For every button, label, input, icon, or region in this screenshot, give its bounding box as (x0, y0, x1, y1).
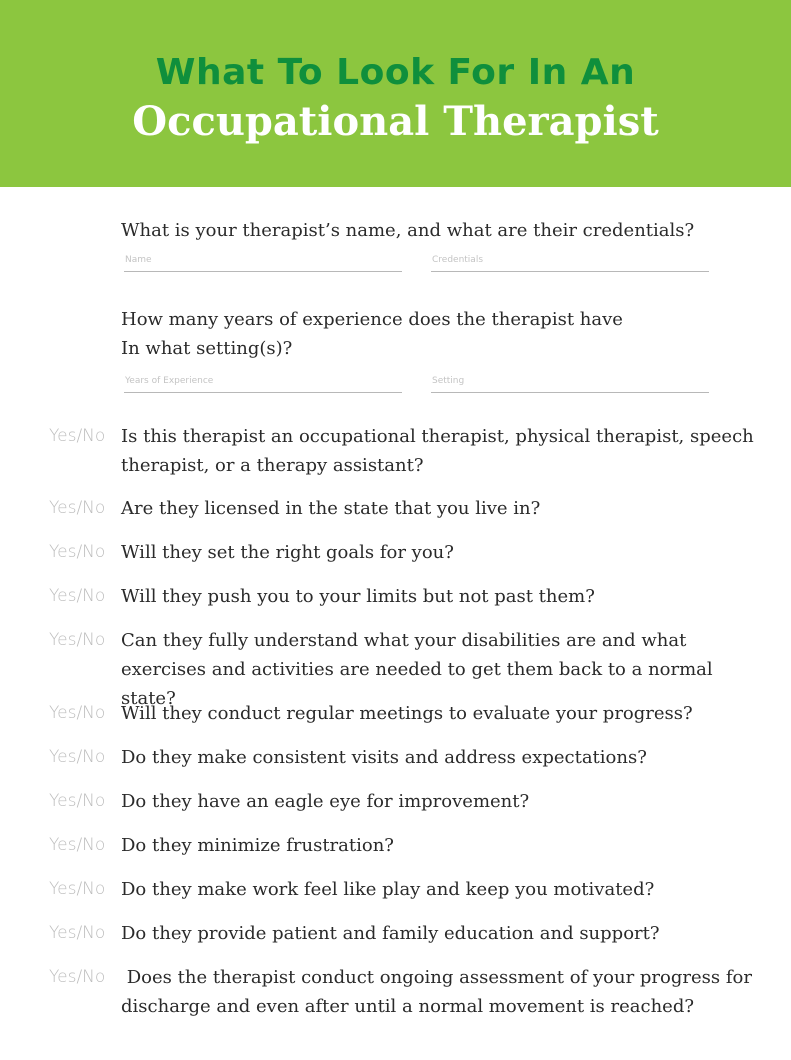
yes-no-option[interactable]: Yes/No (49, 791, 106, 811)
yes-no-option[interactable]: Yes/No (49, 586, 106, 606)
yes-no-option[interactable]: Yes/No (49, 426, 106, 446)
yes-no-option[interactable]: Yes/No (49, 967, 106, 987)
yes-no-option[interactable]: Yes/No (49, 835, 106, 855)
checklist-item-text: Will they push you to your limits but not past them? (121, 586, 595, 607)
title-line-2: Occupational Therapist (132, 98, 659, 145)
checklist-item-text: Are they licensed in the state that you live in? (121, 498, 541, 519)
yes-no-option[interactable]: Yes/No (49, 703, 106, 723)
yes-no-option[interactable]: Yes/No (49, 923, 106, 943)
name-credentials-question: What is your therapist’s name, and what are their credentials? (121, 220, 695, 241)
experience-question-line-1: How many years of experience does the therapist have (121, 309, 623, 330)
checklist-item-text: Do they make work feel like play and keep you motivated? (121, 879, 655, 900)
name-field[interactable] (124, 253, 402, 272)
years-experience-field-label: Years of Experience (125, 376, 214, 386)
checklist-item-text: Can they fully understand what your disabilities are and what exercises and activities are needed to get them back to a normal state? (121, 630, 713, 709)
experience-question-line-2: In what setting(s)? (121, 338, 293, 359)
checklist-item-text: Do they minimize frustration? (121, 835, 394, 856)
checklist-item-text: Does the therapist conduct ongoing assessment of your progress for discharge and even after until a normal movement is reached? (121, 967, 758, 1017)
setting-field[interactable] (431, 374, 709, 393)
yes-no-option[interactable]: Yes/No (49, 630, 106, 650)
header-banner (0, 0, 791, 187)
title-line-1: What To Look For In An (155, 52, 636, 93)
name-field-label: Name (125, 255, 152, 265)
checklist-item-text: Do they provide patient and family education and support? (121, 923, 660, 944)
checklist-item-text: Will they conduct regular meetings to evaluate your progress? (121, 703, 693, 724)
credentials-field[interactable] (431, 253, 709, 272)
credentials-field-label: Credentials (432, 255, 484, 265)
yes-no-option[interactable]: Yes/No (49, 747, 106, 767)
setting-field-label: Setting (432, 376, 465, 386)
checklist-item-text: Do they make consistent visits and address expectations? (121, 747, 647, 768)
checklist-item-text: Do they have an eagle eye for improvement? (121, 791, 530, 812)
checklist-item-text: Is this therapist an occupational therapist, physical therapist, speech therapist, or a therapy assistant? (121, 426, 754, 476)
yes-no-option[interactable]: Yes/No (49, 542, 106, 562)
checklist-item-text: Will they set the right goals for you? (121, 542, 454, 563)
yes-no-option[interactable]: Yes/No (49, 879, 106, 899)
yes-no-option[interactable]: Yes/No (49, 498, 106, 518)
years-experience-field[interactable] (124, 374, 402, 393)
